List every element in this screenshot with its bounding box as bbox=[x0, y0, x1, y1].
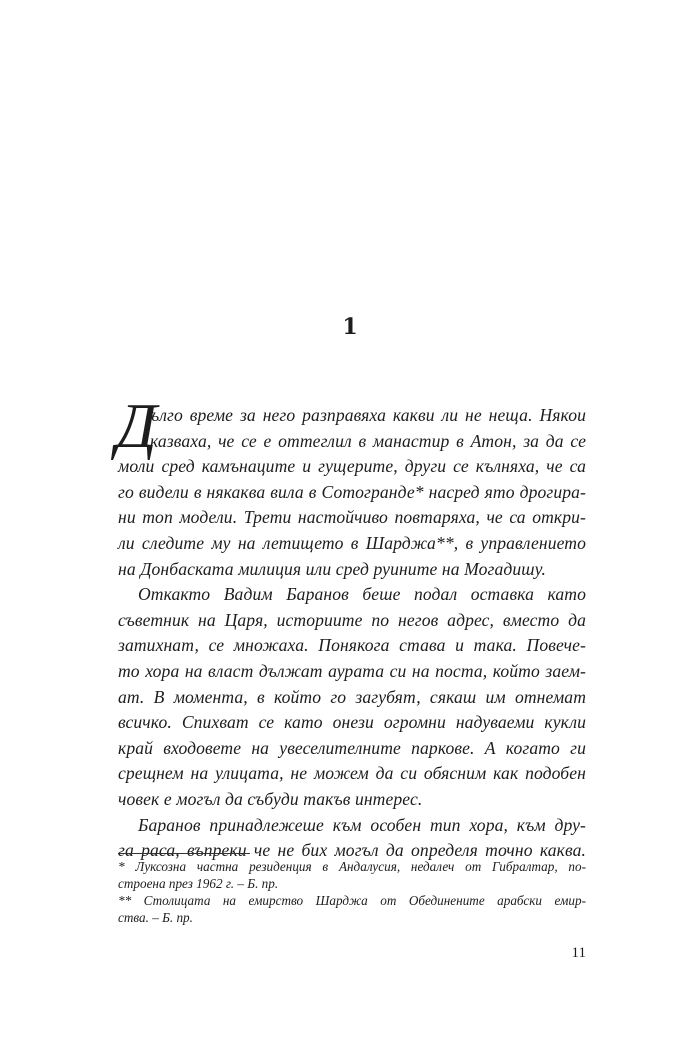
text-line: казваха, че се е оттеглил в манастир в Атон, за да се bbox=[150, 430, 586, 451]
text-line: срещнем на улицата, не можем да си обясним как подобен bbox=[118, 763, 586, 784]
text-line: моли сред камънаците и гущерите, други се кълняха, че са bbox=[118, 456, 586, 477]
footnote-line: ** Столицата на емирство Шарджа от Обединените арабски емир- bbox=[118, 893, 586, 908]
footnote-line: ства. – Б. пр. bbox=[118, 910, 193, 925]
text-line: съветник на Царя, историите по негов адрес, вместо да bbox=[118, 609, 586, 630]
drop-cap: Д bbox=[116, 390, 157, 461]
footnote-divider bbox=[118, 853, 250, 854]
text-line: ли следите му на летището в Шарджа**, в управлението bbox=[118, 532, 586, 553]
text-line: Откакто Вадим Баранов беше подал оставка като bbox=[138, 584, 586, 605]
page-number: 11 bbox=[571, 945, 586, 961]
chapter-number: 1 bbox=[342, 314, 358, 340]
body-text bbox=[118, 403, 586, 864]
text-line: ни топ модели. Трети настойчиво повтаряха, че са откри- bbox=[118, 507, 586, 528]
text-line: човек е могъл да събуди такъв интерес. bbox=[118, 788, 423, 809]
text-line: ат. В момента, в който го загубят, сякаш им отнемат bbox=[118, 686, 586, 707]
text-line: на Донбаската милиция или сред руините на Могадишу. bbox=[118, 558, 546, 579]
footnotes bbox=[118, 858, 586, 926]
text-line: га раса, въпреки че не бих могъл да определя точно каква. bbox=[118, 840, 586, 861]
text-line: то хора на власт дължат аурата си на поста, който заем- bbox=[118, 660, 586, 681]
text-line: го видели в някаква вила в Сотогранде* насред ято дрогира- bbox=[118, 481, 586, 502]
text-line: ълго време за него разправяха какви ли не неща. Някои bbox=[150, 405, 586, 425]
text-line: всичко. Спихват се като онези огромни надуваеми кукли bbox=[118, 712, 586, 733]
footnote-line: * Луксозна частна резиденция в Андалусия, недалеч от Гибралтар, по- bbox=[118, 859, 586, 874]
text-line: затихнат, се множаха. Понякога става и така. Повече- bbox=[118, 635, 586, 656]
footnote-line: строена през 1962 г. – Б. пр. bbox=[118, 876, 279, 891]
text-line: край входовете на увеселителните паркове. А когато ги bbox=[118, 737, 586, 758]
text-line: Баранов принадлежеше към особен тип хора, към дру- bbox=[138, 814, 586, 835]
